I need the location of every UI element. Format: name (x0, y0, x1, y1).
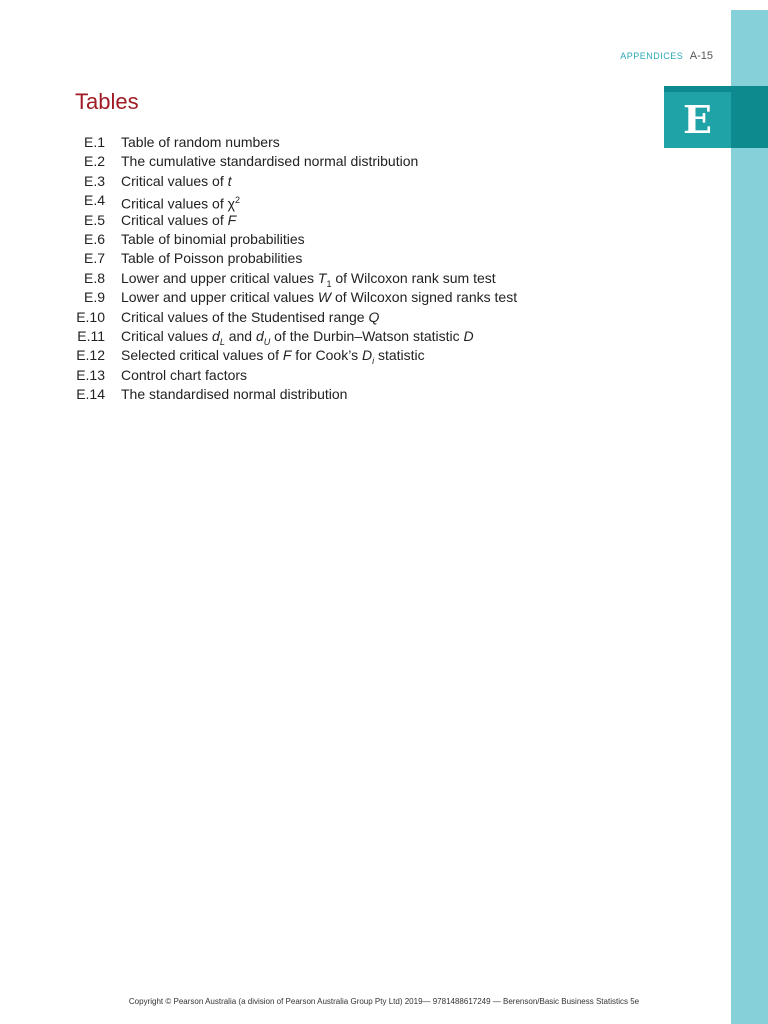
toc-item-number: E.12 (76, 347, 105, 364)
toc-item (75, 211, 635, 230)
toc-item-number: E.10 (76, 308, 105, 325)
running-head (620, 50, 713, 62)
toc-item (75, 249, 635, 268)
toc-item-title: Table of binomial probabilities (121, 230, 305, 247)
toc-item-title: Critical values of F (121, 211, 237, 228)
copyright-footer: Copyright © Pearson Australia (a division of Pearson Australia Group Pty Ltd) 2019— 9781488617249 — Berenson/Basic Business Statistics 5e (128, 997, 640, 1006)
toc-item-title: Critical values of t (121, 172, 232, 189)
side-color-band (731, 10, 768, 1024)
toc-item-title: Lower and upper critical values $T_1$ of Wilcoxon rank sum test (121, 269, 496, 289)
toc-item-title: Control chart factors (121, 366, 248, 383)
toc-item-number: E.11 (77, 327, 105, 344)
toc-item-title: The cumulative standardised normal distribution (121, 153, 419, 170)
toc-item (75, 366, 635, 385)
toc-item (75, 385, 635, 404)
section-tab-letter: E (664, 92, 731, 148)
toc-item-title: Table of Poisson probabilities (121, 250, 303, 267)
toc-item (75, 327, 635, 346)
toc-item-title: Lower and upper critical values W of Wilcoxon signed ranks test (121, 289, 518, 306)
toc-item-title: Selected critical values of F for Cook’s $D_i$ statistic (121, 347, 425, 367)
toc-item-number: E.7 (83, 250, 105, 267)
toc-item-title: Critical values of $\chi^2$ (121, 195, 240, 212)
toc-item (75, 288, 635, 307)
toc-item-number: E.8 (83, 269, 105, 286)
toc-item (75, 230, 635, 249)
toc-item-number: E.5 (83, 211, 105, 228)
running-head-section: APPENDICES (620, 51, 684, 61)
toc-item-number: E.14 (76, 386, 105, 403)
toc-item-number: E.3 (83, 172, 105, 189)
toc-item (75, 172, 635, 191)
toc-item-number: E.9 (83, 289, 105, 306)
toc-item (75, 152, 635, 171)
toc-item-number: E.2 (83, 153, 105, 170)
toc-item-number: E.4 (83, 192, 105, 209)
toc-item-title: Table of random numbers (121, 134, 280, 150)
toc-item (75, 308, 635, 327)
toc-item-number: E.1 (83, 134, 105, 150)
table-of-contents (75, 133, 635, 404)
toc-item-number: E.6 (83, 230, 105, 247)
toc-item (75, 269, 635, 288)
page-title: Tables (75, 89, 139, 114)
page-number: A-15 (689, 50, 713, 62)
toc-item-title: Critical values $d_L$ and $d_U$ of the Durbin–Watson statistic D (121, 327, 474, 347)
toc-item (75, 191, 635, 210)
toc-item-number: E.13 (76, 366, 105, 383)
toc-item (75, 346, 635, 365)
toc-item (75, 133, 635, 152)
toc-item-title: The standardised normal distribution (121, 386, 348, 403)
toc-item-title: Critical values of the Studentised range Q (121, 308, 380, 325)
